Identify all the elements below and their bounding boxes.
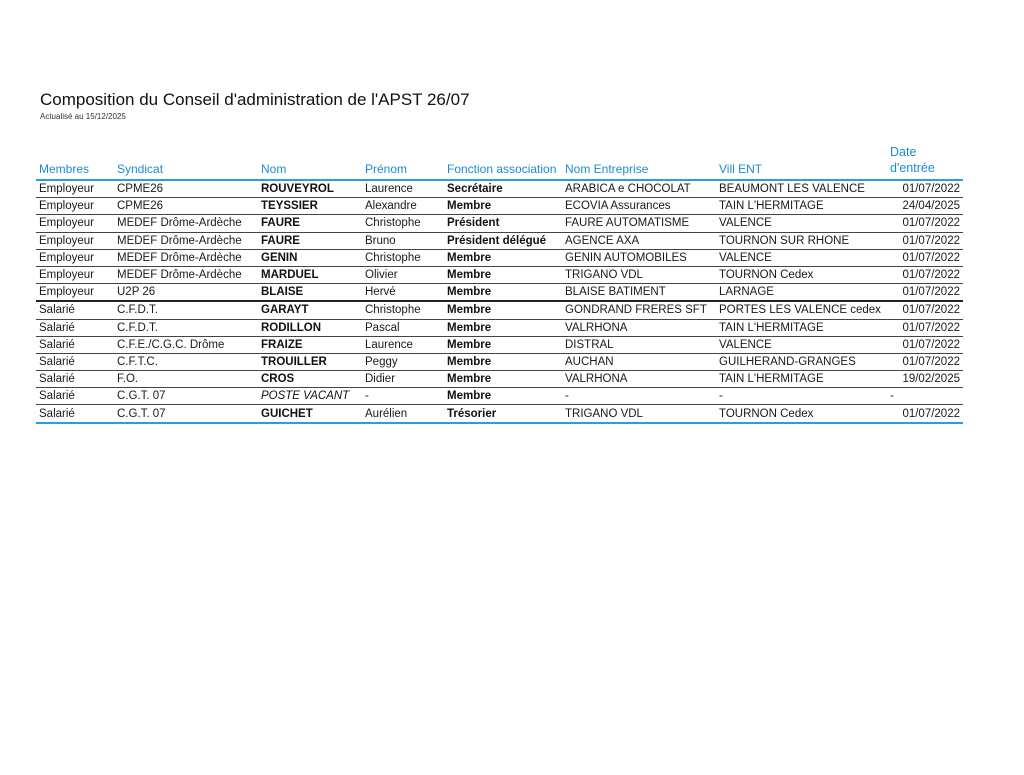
cell-nom: GENIN	[258, 249, 362, 266]
cell-ville: LARNAGE	[716, 284, 887, 302]
table-row	[36, 388, 963, 405]
cell-ville: GUILHERAND-GRANGES	[716, 353, 887, 370]
cell-syndicat: MEDEF Drôme-Ardèche	[114, 232, 258, 249]
table-row	[36, 336, 963, 353]
header-fonction: Fonction association	[444, 144, 562, 180]
header-syndicat: Syndicat	[114, 144, 258, 180]
cell-nom: GARAYT	[258, 301, 362, 319]
cell-syndicat: C.F.T.C.	[114, 353, 258, 370]
cell-syndicat: C.G.T. 07	[114, 405, 258, 423]
table-row	[36, 371, 963, 388]
cell-nom: TEYSSIER	[258, 198, 362, 215]
cell-nom: BLAISE	[258, 284, 362, 302]
cell-syndicat: CPME26	[114, 180, 258, 198]
cell-fonction: Membre	[444, 198, 562, 215]
table-row	[36, 266, 963, 283]
cell-date-entree: -	[887, 388, 963, 405]
cell-ville: PORTES LES VALENCE cedex	[716, 301, 887, 319]
table-row	[36, 353, 963, 370]
cell-membre: Salarié	[36, 371, 114, 388]
cell-prenom: Hervé	[362, 284, 444, 302]
update-date: Actualisé au 15/12/2025	[40, 112, 126, 121]
cell-nom: ROUVEYROL	[258, 180, 362, 198]
cell-syndicat: C.F.D.T.	[114, 301, 258, 319]
document-title: Composition du Conseil d'administration de l'APST 26/07	[40, 90, 470, 109]
cell-fonction: Président	[444, 215, 562, 232]
cell-nom: GUICHET	[258, 405, 362, 423]
table-row	[36, 198, 963, 215]
cell-entreprise: AUCHAN	[562, 353, 716, 370]
cell-prenom: Christophe	[362, 249, 444, 266]
cell-prenom: Olivier	[362, 266, 444, 283]
cell-membre: Salarié	[36, 319, 114, 336]
cell-membre: Employeur	[36, 215, 114, 232]
cell-ville: VALENCE	[716, 336, 887, 353]
cell-fonction: Membre	[444, 249, 562, 266]
cell-date-entree: 01/07/2022	[887, 319, 963, 336]
cell-syndicat: U2P 26	[114, 284, 258, 302]
cell-nom: TROUILLER	[258, 353, 362, 370]
cell-prenom: Aurélien	[362, 405, 444, 423]
cell-date-entree: 01/07/2022	[887, 336, 963, 353]
cell-ville: TAIN L'HERMITAGE	[716, 198, 887, 215]
table-row	[36, 301, 963, 319]
cell-prenom: Christophe	[362, 301, 444, 319]
cell-fonction: Membre	[444, 353, 562, 370]
cell-date-entree: 01/07/2022	[887, 180, 963, 198]
cell-prenom: Christophe	[362, 215, 444, 232]
cell-entreprise: TRIGANO VDL	[562, 266, 716, 283]
header-entreprise: Nom Entreprise	[562, 144, 716, 180]
header-nom: Nom	[258, 144, 362, 180]
cell-syndicat: C.F.D.T.	[114, 319, 258, 336]
cell-entreprise: BLAISE BATIMENT	[562, 284, 716, 302]
board-composition-table	[36, 144, 963, 424]
cell-membre: Employeur	[36, 232, 114, 249]
cell-date-entree: 01/07/2022	[887, 284, 963, 302]
table-row	[36, 319, 963, 336]
cell-syndicat: F.O.	[114, 371, 258, 388]
cell-prenom: Peggy	[362, 353, 444, 370]
cell-ville: TOURNON Cedex	[716, 266, 887, 283]
cell-entreprise: VALRHONA	[562, 371, 716, 388]
cell-syndicat: MEDEF Drôme-Ardèche	[114, 249, 258, 266]
cell-nom: CROS	[258, 371, 362, 388]
cell-membre: Salarié	[36, 336, 114, 353]
cell-ville: BEAUMONT LES VALENCE	[716, 180, 887, 198]
cell-ville: VALENCE	[716, 215, 887, 232]
cell-membre: Employeur	[36, 249, 114, 266]
cell-entreprise: ARABICA e CHOCOLAT	[562, 180, 716, 198]
cell-syndicat: CPME26	[114, 198, 258, 215]
cell-nom: FAURE	[258, 215, 362, 232]
cell-nom: FAURE	[258, 232, 362, 249]
cell-fonction: Membre	[444, 336, 562, 353]
cell-fonction: Membre	[444, 371, 562, 388]
header-date-entree: Date d'entrée	[887, 144, 963, 180]
cell-prenom: -	[362, 388, 444, 405]
cell-ville: TOURNON Cedex	[716, 405, 887, 423]
cell-ville: TOURNON SUR RHONE	[716, 232, 887, 249]
cell-date-entree: 01/07/2022	[887, 405, 963, 423]
cell-date-entree: 01/07/2022	[887, 249, 963, 266]
cell-fonction: Membre	[444, 319, 562, 336]
cell-fonction: Président délégué	[444, 232, 562, 249]
cell-prenom: Bruno	[362, 232, 444, 249]
header-membres: Membres	[36, 144, 114, 180]
cell-date-entree: 01/07/2022	[887, 266, 963, 283]
cell-syndicat: C.G.T. 07	[114, 388, 258, 405]
cell-ville: TAIN L'HERMITAGE	[716, 319, 887, 336]
cell-fonction: Secrétaire	[444, 180, 562, 198]
cell-prenom: Alexandre	[362, 198, 444, 215]
cell-nom: FRAIZE	[258, 336, 362, 353]
header-ville: Vill ENT	[716, 144, 887, 180]
cell-prenom: Laurence	[362, 180, 444, 198]
cell-date-entree: 01/07/2022	[887, 232, 963, 249]
table-header-row	[36, 144, 963, 180]
cell-entreprise: VALRHONA	[562, 319, 716, 336]
cell-date-entree: 01/07/2022	[887, 215, 963, 232]
cell-membre: Salarié	[36, 388, 114, 405]
cell-date-entree: 01/07/2022	[887, 301, 963, 319]
cell-prenom: Pascal	[362, 319, 444, 336]
table-row	[36, 405, 963, 423]
cell-syndicat: C.F.E./C.G.C. Drôme	[114, 336, 258, 353]
cell-date-entree: 01/07/2022	[887, 353, 963, 370]
cell-fonction: Trésorier	[444, 405, 562, 423]
cell-entreprise: TRIGANO VDL	[562, 405, 716, 423]
cell-date-entree: 24/04/2025	[887, 198, 963, 215]
cell-nom: MARDUEL	[258, 266, 362, 283]
table-row	[36, 284, 963, 302]
table-row	[36, 215, 963, 232]
table-row	[36, 180, 963, 198]
table-row	[36, 249, 963, 266]
cell-prenom: Laurence	[362, 336, 444, 353]
cell-entreprise: -	[562, 388, 716, 405]
cell-entreprise: DISTRAL	[562, 336, 716, 353]
cell-ville: VALENCE	[716, 249, 887, 266]
cell-membre: Employeur	[36, 266, 114, 283]
cell-fonction: Membre	[444, 301, 562, 319]
cell-entreprise: GONDRAND FRERES SFT	[562, 301, 716, 319]
cell-fonction: Membre	[444, 388, 562, 405]
cell-membre: Salarié	[36, 353, 114, 370]
header-prenom: Prénom	[362, 144, 444, 180]
cell-entreprise: GENIN AUTOMOBILES	[562, 249, 716, 266]
cell-membre: Employeur	[36, 284, 114, 302]
cell-ville: -	[716, 388, 887, 405]
cell-fonction: Membre	[444, 284, 562, 302]
cell-syndicat: MEDEF Drôme-Ardèche	[114, 266, 258, 283]
cell-date-entree: 19/02/2025	[887, 371, 963, 388]
cell-membre: Employeur	[36, 180, 114, 198]
table-row	[36, 232, 963, 249]
cell-nom: RODILLON	[258, 319, 362, 336]
cell-membre: Salarié	[36, 301, 114, 319]
cell-prenom: Didier	[362, 371, 444, 388]
cell-entreprise: FAURE AUTOMATISME	[562, 215, 716, 232]
cell-entreprise: ECOVIA Assurances	[562, 198, 716, 215]
cell-membre: Employeur	[36, 198, 114, 215]
cell-nom: POSTE VACANT	[258, 388, 362, 405]
cell-ville: TAIN L'HERMITAGE	[716, 371, 887, 388]
cell-fonction: Membre	[444, 266, 562, 283]
cell-syndicat: MEDEF Drôme-Ardèche	[114, 215, 258, 232]
cell-entreprise: AGENCE AXA	[562, 232, 716, 249]
cell-membre: Salarié	[36, 405, 114, 423]
